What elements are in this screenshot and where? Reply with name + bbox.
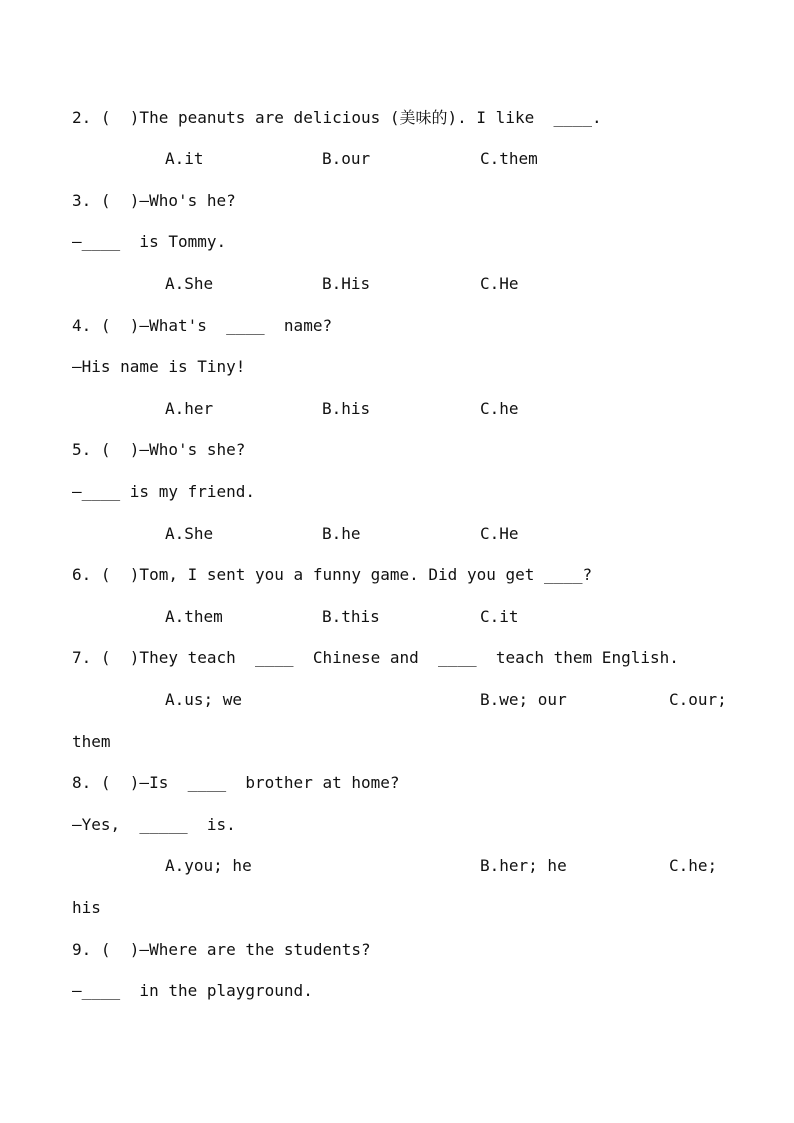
question-5-stem: 5. ( )—Who's she? [72, 440, 246, 459]
question-9-stem: 9. ( )—Where are the students? [72, 940, 371, 959]
question-3-answer-line: —____ is Tommy. [72, 232, 227, 251]
question-6-option-b: B.this [322, 607, 380, 626]
question-7-option-a: A.us; we [165, 690, 243, 709]
question-2-option-c: C.them [480, 149, 538, 168]
question-2-option-b: B.our [322, 149, 371, 168]
question-8-stem: 8. ( )—Is ____ brother at home? [72, 773, 400, 792]
question-6-option-a: A.them [165, 607, 223, 626]
question-6-option-c: C.it [480, 607, 519, 626]
question-7-option-b: B.we; our [480, 690, 567, 709]
question-5-option-b: B.he [322, 524, 361, 543]
question-3-option-c: C.He [480, 274, 519, 293]
question-4-stem: 4. ( )—What's ____ name? [72, 316, 333, 335]
question-8-option-a: A.you; he [165, 856, 252, 875]
question-8-option-b: B.her; he [480, 856, 567, 875]
question-7-option-c: C.our; [669, 690, 727, 709]
question-3-option-b: B.His [322, 274, 371, 293]
question-3-option-a: A.She [165, 274, 214, 293]
question-4-option-c: C.he [480, 399, 519, 418]
question-9-answer-line: —____ in the playground. [72, 981, 313, 1000]
question-5-option-a: A.She [165, 524, 214, 543]
question-8-option-c-wrap: his [72, 898, 101, 917]
question-5-option-c: C.He [480, 524, 519, 543]
question-2-option-a: A.it [165, 149, 204, 168]
question-5-answer-line: —____ is my friend. [72, 482, 256, 501]
question-2-stem: 2. ( )The peanuts are delicious (美味的). I like ____. [72, 108, 602, 127]
question-7-option-c-wrap: them [72, 732, 111, 751]
question-6-stem: 6. ( )Tom, I sent you a funny game. Did you get ____? [72, 565, 593, 584]
question-3-stem: 3. ( )—Who's he? [72, 191, 236, 210]
question-7-stem: 7. ( )They teach ____ Chinese and ____ teach them English. [72, 648, 679, 667]
question-8-answer-line: —Yes, _____ is. [72, 815, 236, 834]
question-4-option-a: A.her [165, 399, 214, 418]
question-8-option-c: C.he; [669, 856, 718, 875]
question-4-option-b: B.his [322, 399, 371, 418]
question-4-answer-line: —His name is Tiny! [72, 357, 246, 376]
